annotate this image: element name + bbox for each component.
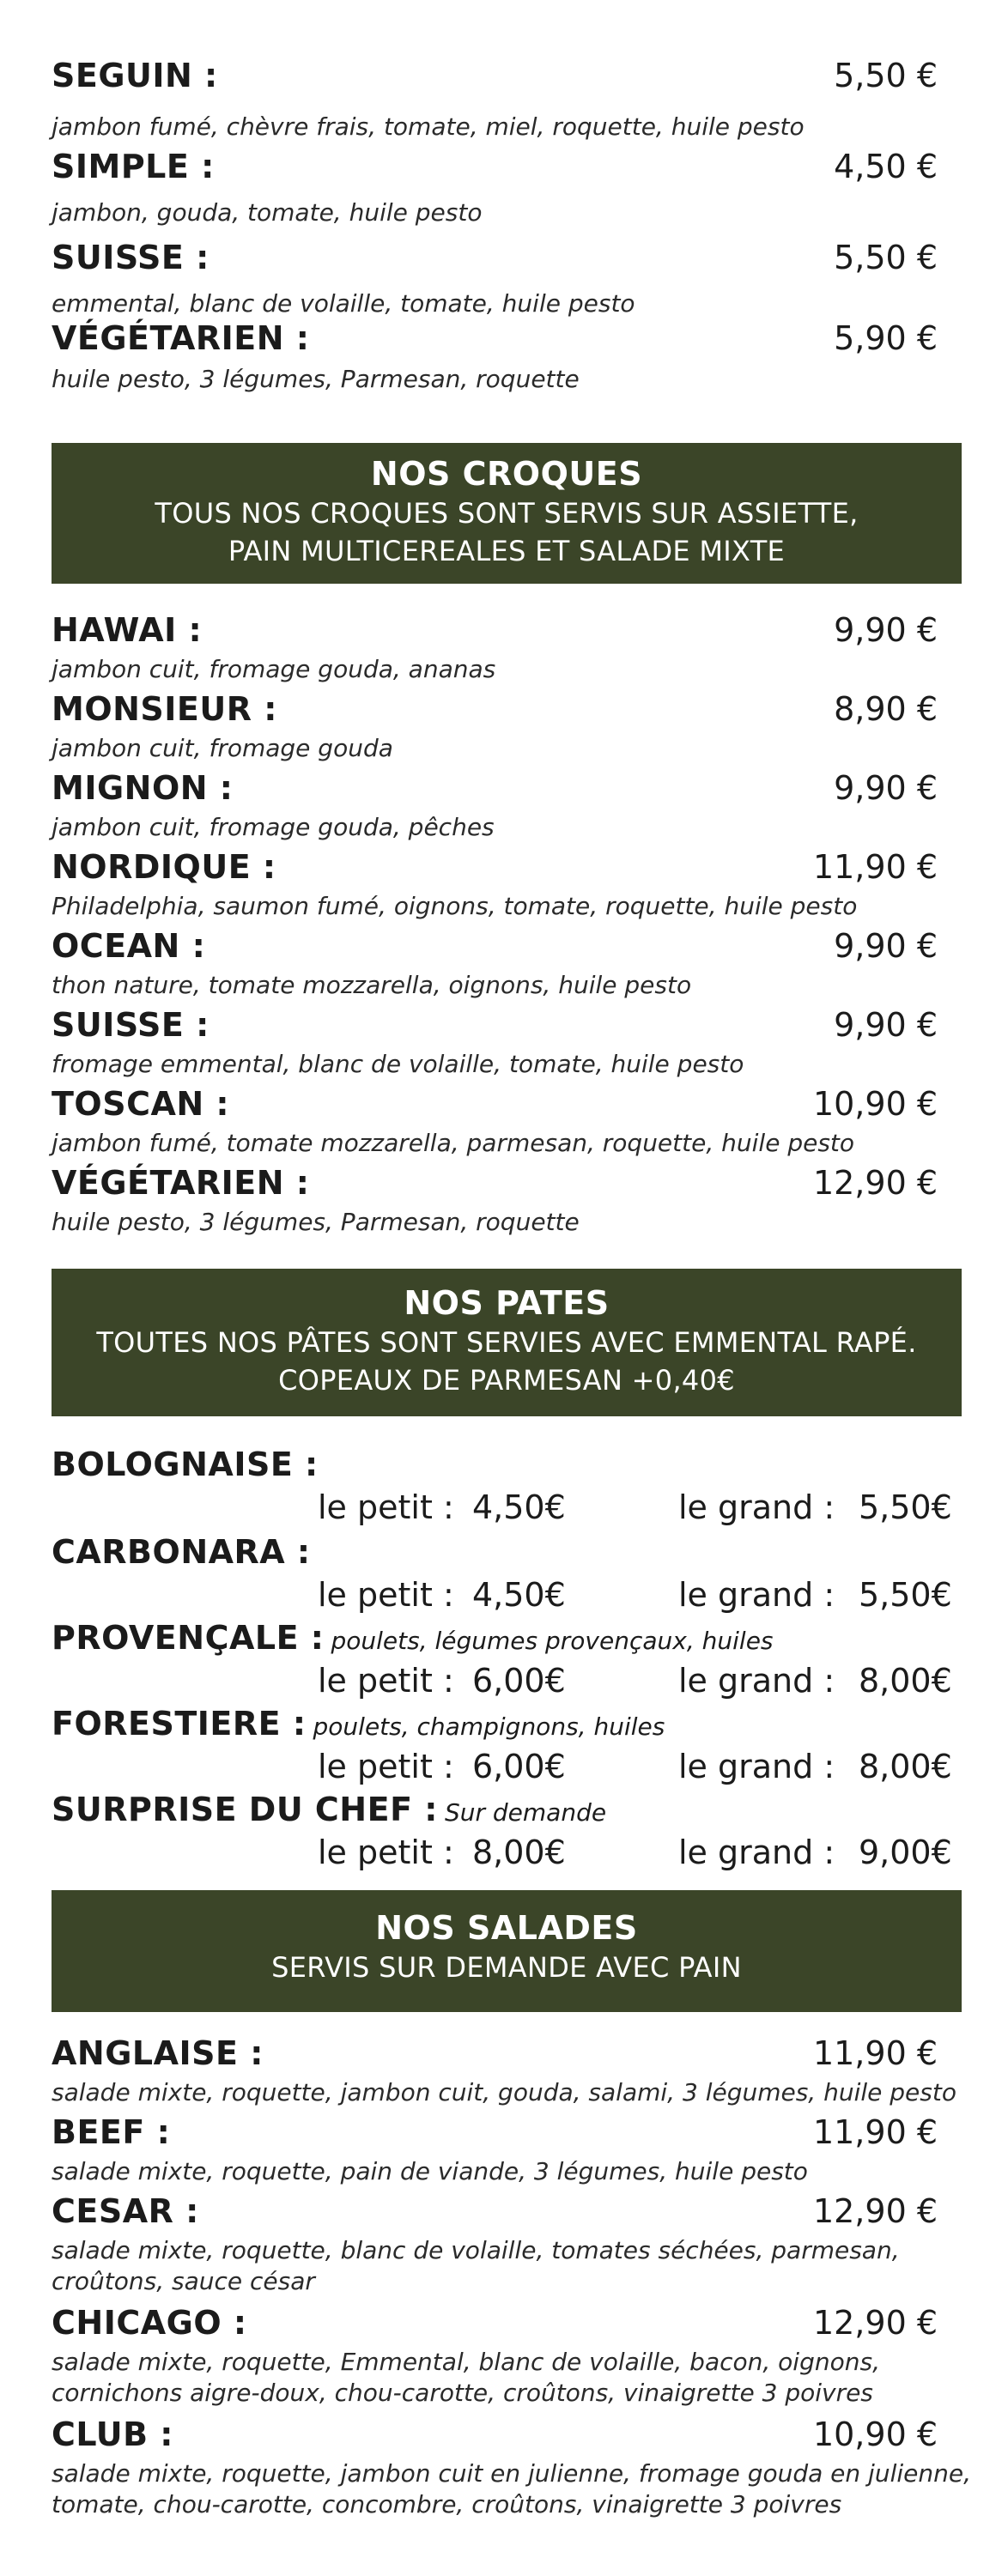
- pates-banner: [52, 1269, 962, 1416]
- pasta-name-text: BOLOGNAISE :: [52, 1446, 319, 1483]
- pasta-note: Sur demande: [444, 1798, 607, 1827]
- salades-banner: [52, 1890, 962, 2012]
- item-description: Philadelphia, saumon fumé, oignons, tomate, roquette, huile pesto: [52, 892, 858, 920]
- menu-item: [52, 314, 962, 393]
- menu-item: [52, 233, 962, 318]
- item-name: SUISSE :: [52, 239, 209, 276]
- small-size-price: 4,50€: [472, 1576, 566, 1614]
- item-name: CLUB :: [52, 2415, 173, 2453]
- menu-item: [52, 2029, 962, 2108]
- item-name: ANGLAISE :: [52, 2034, 264, 2072]
- item-name: MIGNON :: [52, 769, 234, 807]
- item-name: SUISSE :: [52, 1006, 209, 1044]
- large-size-price: 5,50€: [859, 1576, 952, 1614]
- croques-section: [52, 606, 962, 1238]
- large-size-label: le grand :: [678, 1662, 835, 1700]
- large-size-label: le grand :: [678, 1834, 835, 1871]
- item-price: 10,90 €: [812, 2415, 938, 2453]
- menu-item: [52, 843, 962, 922]
- large-size-price: 8,00€: [859, 1662, 952, 1700]
- menu-item: [52, 142, 962, 227]
- small-size-price: 8,00€: [472, 1834, 566, 1871]
- item-description: jambon cuit, fromage gouda, ananas: [52, 655, 496, 683]
- banner-subtitle: TOUTES NOS PÂTES SONT SERVIES AVEC EMMENTAL RAPÉ.: [96, 1326, 917, 1359]
- croques-banner: [52, 443, 962, 584]
- banner-subtitle: SERVIS SUR DEMANDE AVEC PAIN: [271, 1951, 742, 1984]
- pasta-item: [52, 1705, 962, 1791]
- pasta-note: poulets, champignons, huiles: [313, 1712, 665, 1741]
- pasta-name: [52, 1791, 606, 1828]
- menu-item: [52, 2187, 962, 2299]
- pasta-name-text: SURPRISE DU CHEF :: [52, 1791, 438, 1828]
- item-description: salade mixte, roquette, blanc de volaille, tomates séchées, parmesan,: [52, 2236, 900, 2264]
- menu-item: [52, 2299, 962, 2410]
- item-description: cornichons aigre-doux, chou-carotte, croûtons, vinaigrette 3 poivres: [52, 2379, 873, 2407]
- item-description: tomate, chou-carotte, concombre, croûtons, vinaigrette 3 poivres: [52, 2490, 842, 2518]
- pasta-name: [52, 1533, 318, 1571]
- banner-subtitle: TOUS NOS CROQUES SONT SERVIS SUR ASSIETTE,: [155, 497, 859, 530]
- item-name: TOSCAN :: [52, 1085, 230, 1123]
- item-name: HAWAI :: [52, 611, 203, 649]
- item-name: BEEF :: [52, 2113, 171, 2151]
- pasta-name: [52, 1619, 774, 1657]
- item-price: 4,50 €: [834, 148, 938, 185]
- item-description: salade mixte, roquette, jambon cuit en julienne, fromage gouda en julienne,: [52, 2459, 971, 2488]
- large-size-label: le grand :: [678, 1576, 835, 1614]
- menu-item: [52, 2410, 971, 2522]
- pasta-item: [52, 1791, 962, 1876]
- item-description: jambon, gouda, tomate, huile pesto: [52, 198, 483, 227]
- item-price: 8,90 €: [834, 690, 938, 728]
- item-description: salade mixte, roquette, Emmental, blanc de volaille, bacon, oignons,: [52, 2348, 880, 2376]
- menu-item: [52, 685, 962, 764]
- item-name: MONSIEUR :: [52, 690, 277, 728]
- small-size-label: le petit :: [318, 1576, 454, 1614]
- small-size-price: 4,50€: [472, 1488, 566, 1526]
- salades-section: [52, 2029, 971, 2522]
- item-price: 9,90 €: [834, 927, 938, 965]
- item-description: emmental, blanc de volaille, tomate, huile pesto: [52, 289, 635, 318]
- pasta-name-text: FORESTIERE :: [52, 1705, 307, 1743]
- item-price: 11,90 €: [812, 2034, 938, 2072]
- small-size-label: le petit :: [318, 1748, 454, 1785]
- item-price: 9,90 €: [834, 611, 938, 649]
- item-description: fromage emmental, blanc de volaille, tomate, huile pesto: [52, 1050, 744, 1078]
- item-description: jambon cuit, fromage gouda: [52, 734, 393, 762]
- item-price: 12,90 €: [812, 1164, 938, 1202]
- pasta-item: [52, 1533, 962, 1619]
- item-description: thon nature, tomate mozzarella, oignons, huile pesto: [52, 971, 692, 999]
- large-size-price: 5,50€: [859, 1488, 952, 1526]
- small-size-label: le petit :: [318, 1488, 454, 1526]
- large-size-label: le grand :: [678, 1748, 835, 1785]
- item-price: 9,90 €: [834, 1006, 938, 1044]
- menu-item: [52, 52, 962, 141]
- item-name: VÉGÉTARIEN :: [52, 319, 310, 357]
- pasta-item: [52, 1619, 962, 1705]
- item-description: jambon fumé, tomate mozzarella, parmesan, roquette, huile pesto: [52, 1129, 855, 1157]
- menu-item: [52, 1001, 962, 1080]
- menu-item: [52, 922, 962, 1001]
- item-name: CESAR :: [52, 2192, 199, 2230]
- pasta-name-text: PROVENÇALE :: [52, 1619, 325, 1657]
- menu-item: [52, 1080, 962, 1159]
- item-description: salade mixte, roquette, jambon cuit, gouda, salami, 3 légumes, huile pesto: [52, 2078, 956, 2106]
- item-name: CHICAGO :: [52, 2304, 247, 2342]
- small-size-price: 6,00€: [472, 1662, 566, 1700]
- banner-title: NOS SALADES: [375, 1909, 638, 1947]
- menu-item: [52, 1159, 962, 1238]
- item-name: VÉGÉTARIEN :: [52, 1164, 310, 1202]
- menu-item: [52, 764, 962, 843]
- pasta-name: [52, 1705, 665, 1743]
- sandwiches-section: [52, 52, 962, 393]
- banner-title: NOS CROQUES: [370, 455, 643, 493]
- item-description: jambon fumé, chèvre frais, tomate, miel, roquette, huile pesto: [52, 112, 805, 141]
- item-name: SEGUIN :: [52, 57, 218, 94]
- banner-title: NOS PATES: [404, 1284, 610, 1322]
- large-size-price: 8,00€: [859, 1748, 952, 1785]
- banner-subtitle: COPEAUX DE PARMESAN +0,40€: [278, 1364, 735, 1397]
- item-description: jambon cuit, fromage gouda, pêches: [52, 813, 495, 841]
- pasta-item: [52, 1446, 962, 1531]
- menu-item: [52, 2108, 962, 2187]
- item-description: salade mixte, roquette, pain de viande, 3 légumes, huile pesto: [52, 2157, 808, 2185]
- item-price: 5,50 €: [834, 57, 938, 94]
- item-name: OCEAN :: [52, 927, 206, 965]
- item-description: croûtons, sauce césar: [52, 2267, 315, 2295]
- item-price: 5,50 €: [834, 239, 938, 276]
- item-price: 5,90 €: [834, 319, 938, 357]
- large-size-label: le grand :: [678, 1488, 835, 1526]
- banner-subtitle: PAIN MULTICEREALES ET SALADE MIXTE: [228, 535, 786, 567]
- item-price: 12,90 €: [812, 2192, 938, 2230]
- pasta-note: poulets, légumes provençaux, huiles: [331, 1627, 774, 1655]
- item-price: 11,90 €: [812, 848, 938, 886]
- large-size-price: 9,00€: [859, 1834, 952, 1871]
- small-size-label: le petit :: [318, 1662, 454, 1700]
- item-price: 11,90 €: [812, 2113, 938, 2151]
- small-size-price: 6,00€: [472, 1748, 566, 1785]
- item-price: 10,90 €: [812, 1085, 938, 1123]
- item-price: 9,90 €: [834, 769, 938, 807]
- item-price: 12,90 €: [812, 2304, 938, 2342]
- item-description: huile pesto, 3 légumes, Parmesan, roquette: [52, 365, 580, 393]
- menu-item: [52, 606, 962, 685]
- item-description: huile pesto, 3 légumes, Parmesan, roquette: [52, 1208, 580, 1236]
- small-size-label: le petit :: [318, 1834, 454, 1871]
- pasta-name-text: CARBONARA :: [52, 1533, 311, 1571]
- pasta-name: [52, 1446, 325, 1483]
- item-name: NORDIQUE :: [52, 848, 276, 886]
- item-name: SIMPLE :: [52, 148, 215, 185]
